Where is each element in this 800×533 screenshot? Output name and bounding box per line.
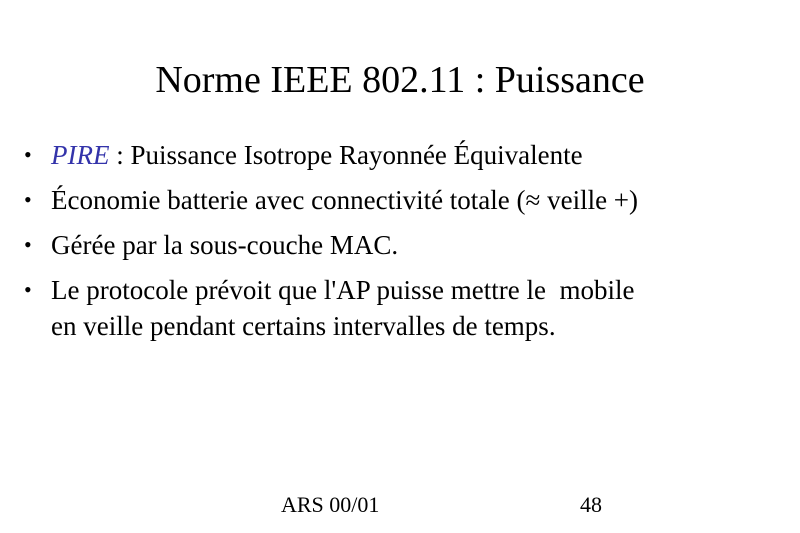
bullet-item-battery xyxy=(22,182,782,218)
footer-course-label: ARS 00/01 xyxy=(281,492,380,517)
bullet-text-line2: en veille pendant certains intervalles de temps. xyxy=(51,311,556,341)
bullet-icon: • xyxy=(24,187,32,212)
bullet-text: : Puissance Isotrope Rayonnée Équivalente xyxy=(109,140,583,170)
bullet-text: Gérée par la sous-couche MAC. xyxy=(51,230,399,260)
bullet-item-protocol xyxy=(22,272,782,344)
slide-title: Norme IEEE 802.11 : Puissance xyxy=(155,59,645,101)
bullet-icon: • xyxy=(24,232,32,257)
bullet-item-pire xyxy=(22,137,782,173)
bullet-icon: • xyxy=(24,142,32,167)
term-pire: PIRE xyxy=(51,140,110,170)
bullet-icon: • xyxy=(24,277,32,302)
bullet-text: Économie batterie avec connectivité totale (≈ veille +) xyxy=(51,185,639,215)
bullet-text-line1: Le protocole prévoit que l'AP puisse mettre le mobile xyxy=(51,275,635,305)
page-number: 48 xyxy=(580,492,602,517)
bullet-list xyxy=(22,137,782,353)
bullet-item-mac xyxy=(22,227,782,263)
